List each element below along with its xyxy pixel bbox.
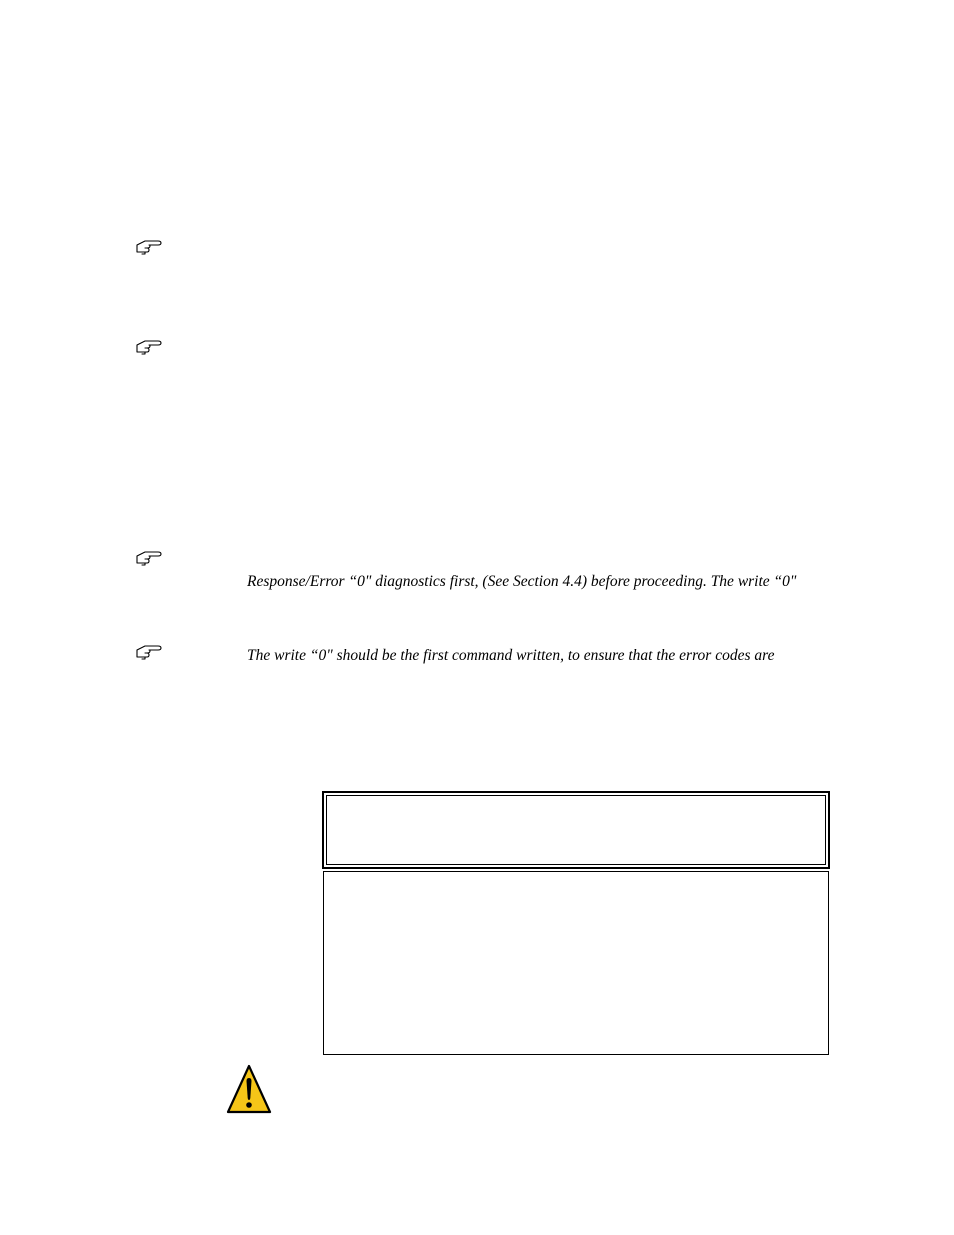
table-header-box: [322, 791, 830, 869]
warning-triangle-icon: [225, 1063, 273, 1115]
note-text-response-error: Response/Error “0" diagnostics first, (See Section 4.4) before proceeding. The write “0": [247, 573, 797, 590]
note-text-write-zero: The write “0" should be the first command written, to ensure that the error codes are: [247, 647, 775, 664]
pointing-hand-icon: [136, 548, 162, 566]
pointing-hand-icon: [136, 642, 162, 660]
table-body-box: [323, 871, 829, 1055]
pointing-hand-icon: [136, 237, 162, 255]
table-header-inner-border: [326, 795, 826, 865]
pointing-hand-icon: [136, 337, 162, 355]
